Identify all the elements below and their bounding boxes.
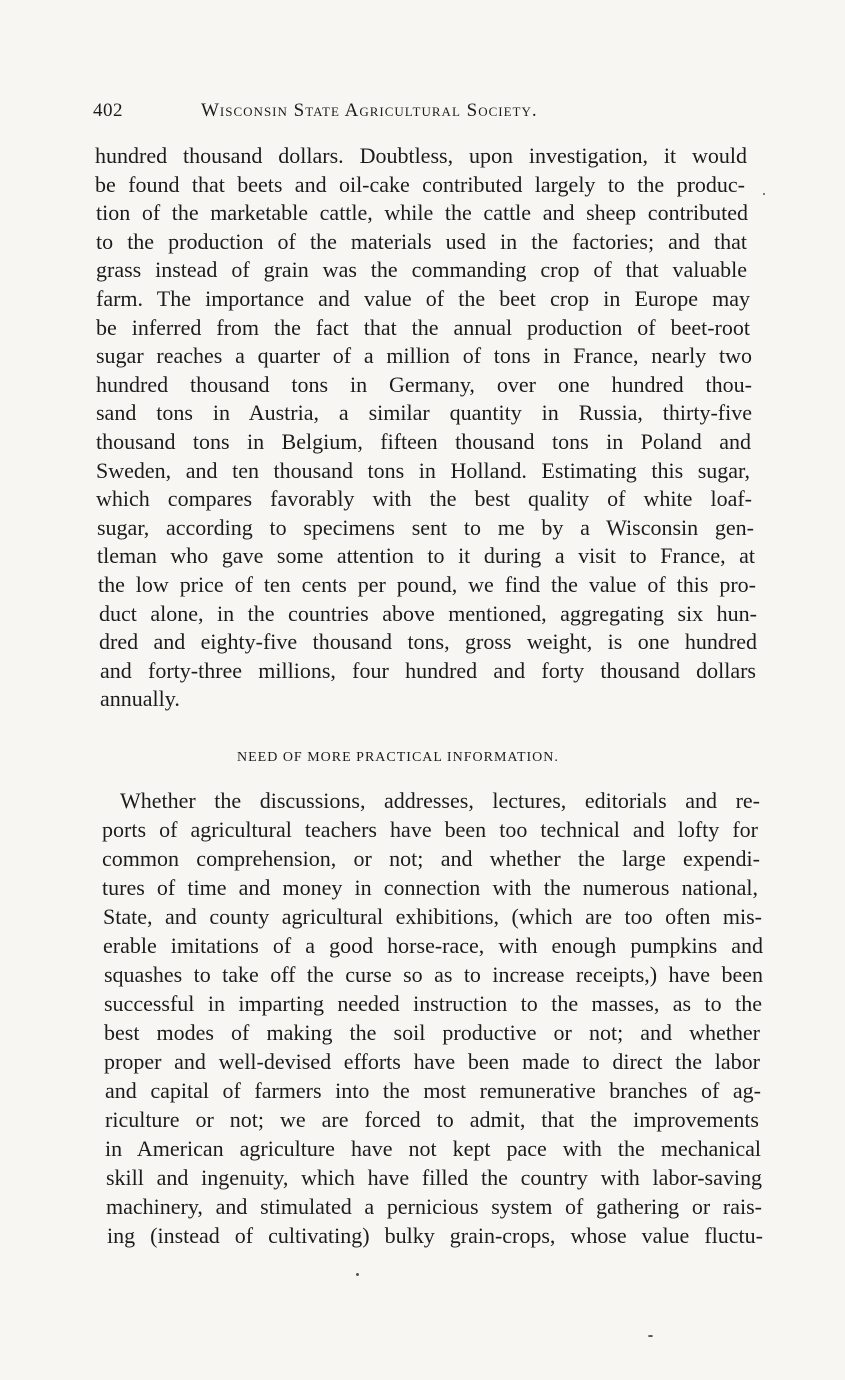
text-line: proper and well-devised efforts have been made to direct the labor [104, 1049, 760, 1074]
text-line: squashes to take off the curse so as to increase receipts,) have been [104, 962, 763, 987]
text-line: Sweden, and ten thousand tons in Holland. Estimating this sugar, [96, 457, 750, 483]
text-line: the low price of ten cents per pound, we find the value of this pro- [98, 572, 756, 597]
running-title: Wisconsin State Agricultural Society. [201, 100, 538, 121]
text-line: which compares favorably with the best quality of white loaf- [96, 486, 752, 512]
text-line: tleman who gave some attention to it during a visit to France, at [97, 543, 755, 569]
text-line: duct alone, in the countries above mentioned, aggregating six hun- [99, 600, 757, 626]
text-line: annually. [100, 686, 180, 712]
text-line: skill and ingenuity, which have filled the country with labor-saving [106, 1165, 762, 1190]
text-line: to the production of the materials used in the factories; and that [96, 228, 747, 254]
text-line: sugar reaches a quarter of a million of tons in France, nearly two [96, 343, 752, 369]
page-number: 402 [93, 100, 123, 121]
text-line: hundred thousand dollars. Doubtless, upon investigation, it would [95, 143, 747, 168]
text-line: common comprehension, or not; and whether the large expendi- [102, 846, 760, 871]
text-line: State, and county agricultural exhibitions, (which are too often mis- [103, 904, 762, 929]
text-line: sand tons in Austria, a similar quantity in Russia, thirty-five [96, 400, 752, 426]
text-line: riculture or not; we are forced to admit, that the improvements [105, 1107, 759, 1132]
text-line: erable imitations of a good horse-race, with enough pumpkins and [103, 933, 763, 958]
print-speck [648, 1335, 653, 1337]
print-speck [763, 193, 765, 195]
text-line: successful in imparting needed instruction to the masses, as to the [104, 991, 762, 1016]
text-line: in American agriculture have not kept pace with the mechanical [105, 1136, 761, 1161]
text-line: sugar, according to specimens sent to me by a Wisconsin gen- [97, 514, 754, 540]
running-header [93, 100, 673, 128]
text-line: and forty-three millions, four hundred and forty thousand dollars [100, 657, 756, 683]
text-line: machinery, and stimulated a pernicious system of gathering or rais- [106, 1194, 762, 1219]
text-line: be found that beets and oil-cake contributed largely to the produc- [95, 171, 745, 197]
section-heading: NEED OF MORE PRACTICAL INFORMATION. [237, 750, 559, 765]
print-speck [356, 1273, 359, 1276]
text-line: ports of agricultural teachers have been too technical and lofty for [102, 817, 758, 842]
text-line: dred and eighty-five thousand tons, gross weight, is one hundred [99, 629, 757, 655]
text-line: Whether the discussions, addresses, lectures, editorials and re- [120, 788, 760, 813]
text-line: thousand tons in Belgium, fifteen thousand tons in Poland and [96, 429, 751, 454]
text-line: hundred thousand tons in Germany, over one hundred thou- [96, 371, 752, 397]
text-line: ing (instead of cultivating) bulky grain-crops, whose value fluctu- [107, 1223, 763, 1248]
text-line: best modes of making the soil productive or not; and whether [104, 1020, 760, 1045]
text-line: be inferred from the fact that the annual production of beet-root [96, 314, 750, 340]
text-line: grass instead of grain was the commanding crop of that valuable [96, 257, 747, 283]
text-line: tures of time and money in connection with the numerous national, [102, 875, 758, 900]
text-line: farm. The importance and value of the beet crop in Europe may [96, 286, 750, 311]
text-line: tion of the marketable cattle, while the cattle and sheep contributed [96, 200, 748, 226]
text-line: and capital of farmers into the most remunerative branches of ag- [105, 1078, 761, 1103]
